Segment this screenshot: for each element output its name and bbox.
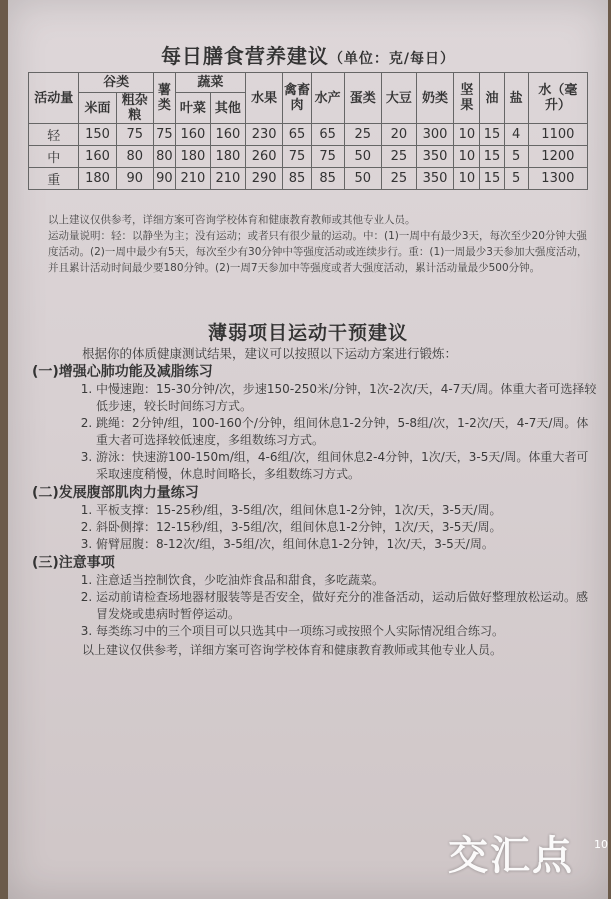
header-grains: 谷类 (79, 73, 154, 93)
header-oil: 油 (480, 73, 504, 124)
table-cell: 轻 (29, 124, 79, 146)
list-item: 3. 俯臂屈腹：8-12次/组，3-5组/次，组间休息1-2分钟，1次/天，3-5天/周。 (96, 536, 597, 553)
exercise-content (32, 345, 597, 659)
table-cell: 350 (416, 168, 453, 190)
table-cell: 50 (344, 168, 381, 190)
header-soy: 大豆 (381, 73, 416, 124)
table-cell: 300 (416, 124, 453, 146)
header-water: 水（毫升） (528, 73, 587, 124)
diet-title (8, 40, 608, 69)
list-item: 2. 斜卧侧撑：12-15秒/组，3-5组/次，组间休息1-2分钟，1次/天，3-5天/周。 (96, 519, 597, 536)
table-cell: 180 (210, 146, 245, 168)
diet-note-reference: 以上建议仅供参考，详细方案可咨询学校体育和健康教育教师或其他专业人员。 (48, 214, 416, 226)
table-cell: 1300 (528, 168, 587, 190)
header-nuts: 坚果 (454, 73, 480, 124)
table-cell: 85 (311, 168, 344, 190)
exercise-closing: 以上建议仅供参考，详细方案可咨询学校体育和健康教育教师或其他专业人员。 (82, 643, 503, 657)
list-item: 3. 游泳：快速游100-150m/组，4-6组/次，组间休息2-4分钟，1次/天，3-5天/周。体重大者可采取速度稍慢，休息时间略长，多组数练习方式。 (96, 449, 597, 483)
table-cell: 5 (504, 168, 528, 190)
page-number: 10 (594, 838, 608, 851)
table-cell: 75 (116, 124, 153, 146)
table-row (29, 168, 588, 190)
table-cell: 1100 (528, 124, 587, 146)
table-cell: 4 (504, 124, 528, 146)
list-item: 1. 平板支撑：15-25秒/组，3-5组/次，组间休息1-2分钟，1次/天，3-5天/周。 (96, 502, 597, 519)
table-cell: 80 (116, 146, 153, 168)
diet-title-text: 每日膳食营养建议 (160, 44, 329, 68)
table-cell: 15 (480, 168, 504, 190)
table-cell: 160 (210, 124, 245, 146)
table-cell: 180 (175, 146, 210, 168)
table-cell: 290 (245, 168, 282, 190)
table-cell: 65 (311, 124, 344, 146)
table-cell: 90 (153, 168, 175, 190)
table-cell: 160 (79, 146, 116, 168)
section-heading: (三)注意事项 (32, 555, 115, 571)
header-rice: 米面 (79, 93, 116, 124)
table-cell: 25 (381, 168, 416, 190)
table-cell: 150 (79, 124, 116, 146)
table-row (29, 146, 588, 168)
header-other: 其他 (210, 93, 245, 124)
section-list (32, 381, 597, 483)
section-list (32, 502, 597, 553)
header-aquatic: 水产 (311, 73, 344, 124)
diet-notes (48, 212, 593, 276)
table-cell: 75 (153, 124, 175, 146)
watermark-logo: 交汇点 (448, 832, 574, 879)
table-cell: 25 (381, 146, 416, 168)
list-item: 2. 运动前请检查场地器材服装等是否安全，做好充分的准备活动，运动后做好整理放松运动。感冒发烧或患病时暂停运动。 (96, 589, 597, 623)
list-item: 3. 每类练习中的三个项目可以只选其中一项练习或按照个人实际情况组合练习。 (96, 623, 597, 640)
section-list (32, 572, 597, 640)
table-cell: 160 (175, 124, 210, 146)
table-cell: 20 (381, 124, 416, 146)
exercise-title: 薄弱项目运动干预建议 (207, 322, 408, 344)
table-cell: 230 (245, 124, 282, 146)
exercise-intro: 根据你的体质健康测试结果，建议可以按照以下运动方案进行锻炼： (82, 346, 458, 361)
list-item: 2. 跳绳：2分钟/组，100-160个/分钟，组间休息1-2分钟，5-8组/次，1-2次/天，4-7天/周。体重大者可选择较低速度，多组数练习方式。 (96, 415, 597, 449)
table-cell: 65 (283, 124, 311, 146)
header-vegetables: 蔬菜 (175, 73, 245, 93)
table-cell: 50 (344, 146, 381, 168)
header-activity: 活动量 (29, 73, 79, 124)
table-cell: 85 (283, 168, 311, 190)
header-salt: 盐 (504, 73, 528, 124)
table-cell: 1200 (528, 146, 587, 168)
table-cell: 15 (480, 124, 504, 146)
table-cell: 10 (454, 124, 480, 146)
table-cell: 10 (454, 168, 480, 190)
header-meat: 禽畜肉 (283, 73, 311, 124)
table-cell: 210 (175, 168, 210, 190)
table-cell: 80 (153, 146, 175, 168)
table-cell: 350 (416, 146, 453, 168)
header-milk: 奶类 (416, 73, 453, 124)
header-coarse: 粗杂粮 (116, 93, 153, 124)
header-potato: 薯类 (153, 73, 175, 124)
table-header-row-1 (29, 73, 588, 93)
header-leafy: 叶菜 (175, 93, 210, 124)
diet-unit: （单位：克/每日） (328, 51, 456, 67)
header-fruit: 水果 (245, 73, 282, 124)
table-cell: 5 (504, 146, 528, 168)
list-item: 1. 注意适当控制饮食，少吃油炸食品和甜食，多吃蔬菜。 (96, 572, 597, 589)
table-cell: 75 (283, 146, 311, 168)
table-cell: 中 (29, 146, 79, 168)
table-cell: 25 (344, 124, 381, 146)
table-cell: 90 (116, 168, 153, 190)
diet-note-activity: 运动量说明：轻：以静坐为主；没有运动；或者只有很少量的运动。中：(1)一周中有最少3天，每次至少20分钟大强度活动。(2)一周中最少有5天，每次至少有30分钟中等强度活动或连续步行。重：(1)一周最少3天参加大强度活动，并且累计活动时间最少要180分钟。(2)一周7天参加中等强度或者大强度活动，累计活动量最少500分钟。 (48, 230, 588, 274)
diet-table (28, 72, 588, 190)
section-heading: (一)增强心肺功能及减脂练习 (32, 364, 213, 380)
table-cell: 10 (454, 146, 480, 168)
table-cell: 15 (480, 146, 504, 168)
table-cell: 260 (245, 146, 282, 168)
list-item: 1. 中慢速跑：15-30分钟/次，步速150-250米/分钟，1次-2次/天，4-7天/周。体重大者可选择较低步速，较长时间练习方式。 (96, 381, 597, 415)
table-row (29, 124, 588, 146)
section-heading: (二)发展腹部肌肉力量练习 (32, 485, 199, 501)
header-egg: 蛋类 (344, 73, 381, 124)
table-cell: 重 (29, 168, 79, 190)
table-cell: 210 (210, 168, 245, 190)
table-cell: 180 (79, 168, 116, 190)
table-cell: 75 (311, 146, 344, 168)
document-page (8, 0, 608, 899)
